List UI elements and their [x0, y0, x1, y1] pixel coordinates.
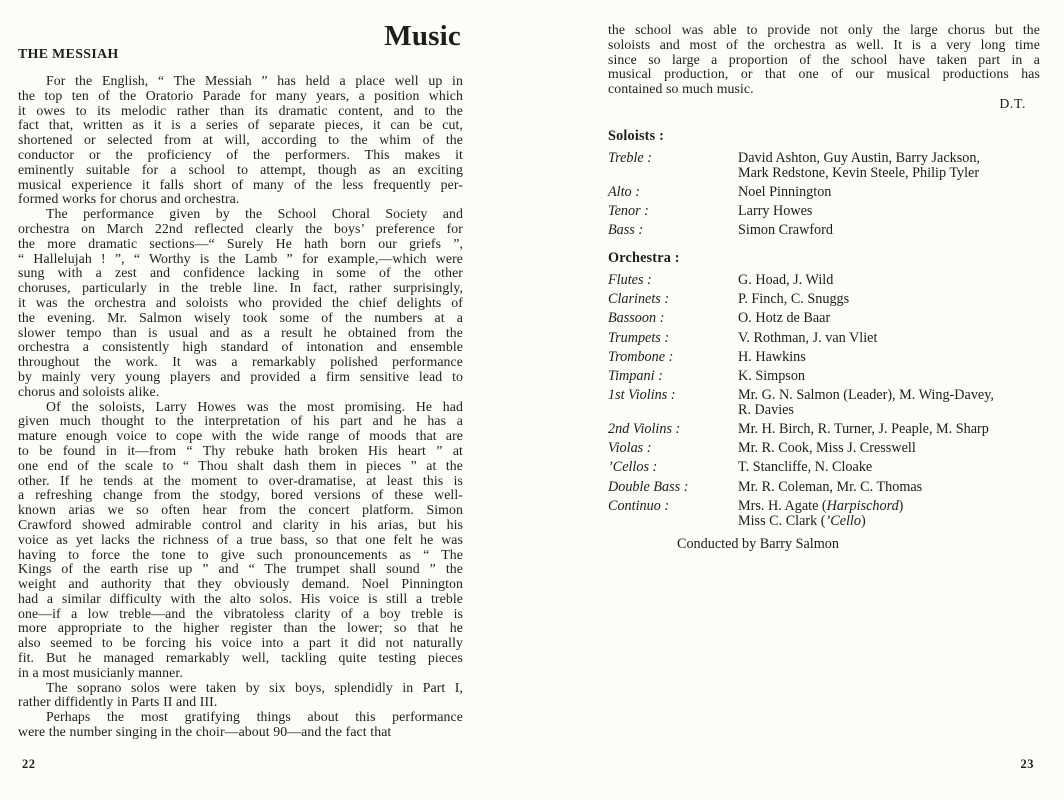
- soloists-list: [608, 151, 1040, 238]
- list-row-value: [738, 422, 1040, 437]
- text-line: the more dramatic sections—“ Surely He hath born our griefs ”,: [18, 235, 463, 251]
- list-row: [608, 185, 1040, 200]
- text-line: The soprano solos were taken by six boys, splendidly in Part I,: [46, 679, 463, 695]
- text-line: conductor or the proficiency of the performers. This makes it: [18, 146, 463, 162]
- list-row-value-line: P. Finch, C. Snuggs: [738, 291, 850, 308]
- list-row-value: [738, 204, 1040, 219]
- list-row-value: [738, 388, 1040, 418]
- text-line: shortened or selected from at will, according to the whim of the: [18, 132, 463, 148]
- list-row: [608, 350, 1040, 365]
- list-row-value-line: R. Davies: [738, 401, 794, 418]
- list-row-label: ’Cellos :: [608, 459, 658, 476]
- list-row-label: Bassoon :: [608, 310, 665, 327]
- text-line: one—if a low treble—and the vibratoless clarity of a boy treble is: [18, 605, 463, 621]
- list-row-label: Flutes :: [608, 271, 652, 288]
- text-line: choruses, particularly in the treble line. In fact, rather surprisingly,: [18, 280, 463, 296]
- list-row-label: Bass :: [608, 222, 644, 239]
- value-text: ): [860, 512, 866, 529]
- left-page-body: [18, 74, 463, 740]
- right-page: [608, 0, 1040, 800]
- list-row: [608, 204, 1040, 219]
- value-text: Miss C. Clark (: [738, 512, 826, 529]
- page-number-right: 23: [1020, 757, 1034, 771]
- list-row-value: [738, 223, 1040, 238]
- list-row-label: 2nd Violins :: [608, 421, 681, 438]
- text-line: having to force the tone to give such pronouncements as “ The: [18, 546, 463, 562]
- list-row: [608, 499, 1040, 529]
- list-row: [608, 292, 1040, 307]
- list-row: [608, 311, 1040, 326]
- list-row-label: Treble :: [608, 149, 653, 166]
- text-line: chorus and soloists alike.: [18, 383, 160, 399]
- list-row-value-line: G. Hoad, J. Wild: [738, 271, 834, 288]
- text-line: had a similar difficulty with the alto solos. His voice is still a treble: [18, 590, 463, 606]
- list-row-value-line: T. Stancliffe, N. Cloake: [738, 459, 873, 476]
- list-row: [608, 331, 1040, 346]
- list-row: [608, 388, 1040, 418]
- text-line: For the English, “ The Messiah ” has held a place well up in: [46, 73, 463, 88]
- list-row-value: [738, 441, 1040, 456]
- list-row-value: [738, 273, 1040, 288]
- list-row-value-line: David Ashton, Guy Austin, Barry Jackson,: [738, 149, 980, 166]
- list-row: [608, 151, 1040, 181]
- list-row: [608, 223, 1040, 238]
- list-row: [608, 460, 1040, 475]
- list-row-label: 1st Violins :: [608, 387, 676, 404]
- list-row-value: [738, 331, 1040, 346]
- section-heading-the-messiah: THE MESSIAH: [18, 46, 119, 61]
- text-line: one end of the scale to “ Thou shalt dash them in pieces ” at the: [18, 457, 463, 473]
- list-row-value-line: Mr. H. Birch, R. Turner, J. Peaple, M. Sharp: [738, 421, 989, 438]
- text-line: soloists and most of the orchestra as well. It is a very long time: [608, 36, 1040, 52]
- list-row-value: [738, 151, 1040, 181]
- text-line: throughout the work. It was a remarkably polished performance: [18, 354, 463, 370]
- list-row-label: Trombone :: [608, 348, 674, 365]
- list-row-value-line: [738, 514, 1040, 529]
- list-row-label: Alto :: [608, 183, 640, 200]
- instrument-italic-text: ’Cello: [825, 512, 861, 529]
- orchestra-heading: Orchestra :: [608, 249, 680, 266]
- list-row-value-line: K. Simpson: [738, 367, 806, 384]
- list-row-label: Continuo :: [608, 497, 670, 514]
- list-row-value: [738, 480, 1040, 495]
- text-line: to be found in it—from “ Thy rebuke hath broken His heart ” at: [18, 442, 463, 458]
- value-text: Mrs. H. Agate (: [738, 497, 827, 514]
- list-row-value: [738, 311, 1040, 326]
- list-row-value: [738, 369, 1040, 384]
- list-row: [608, 369, 1040, 384]
- text-line: more appropriate to the higher register than the lower; so that he: [18, 620, 463, 636]
- list-row: [608, 441, 1040, 456]
- text-line: since so large a proportion of the school have taken part in a: [608, 51, 1040, 67]
- list-row-value: [738, 292, 1040, 307]
- list-row-value: [738, 460, 1040, 475]
- text-line: given much thought to the interpretation of his part and he has a: [18, 413, 463, 429]
- soloists-heading: Soloists :: [608, 127, 664, 144]
- text-line: “ Hallelujah ! ”, “ Worthy is the Lamb ” for example,—which were: [18, 250, 463, 266]
- list-row-value: [738, 350, 1040, 365]
- list-row-value-line: Noel Pinnington: [738, 183, 832, 200]
- text-line: contained so much music.: [608, 81, 754, 97]
- list-row-value: [738, 185, 1040, 200]
- text-line: voice as yet lacks the richness of a true bass, so that one felt he was: [18, 531, 463, 547]
- list-row-value-line: Mr. G. N. Salmon (Leader), M. Wing-Davey,: [738, 387, 994, 404]
- text-line: The performance given by the School Choral Society and: [46, 206, 463, 222]
- list-row-value-line: Mr. R. Cook, Miss J. Cresswell: [738, 440, 916, 457]
- text-line: Perhaps the most gratifying things about this performance: [46, 709, 463, 725]
- text-line: sung with a zest and confidence lacking in some of the other: [18, 265, 463, 281]
- left-page: [18, 0, 463, 800]
- instrument-italic-text: Harpischord: [826, 497, 899, 514]
- list-row-value-line: Mark Redstone, Kevin Steele, Philip Tyler: [738, 164, 980, 181]
- page-title: Music: [384, 20, 461, 52]
- list-row-label: Clarinets :: [608, 291, 670, 308]
- text-line: Of the soloists, Larry Howes was the most promising. He had: [46, 398, 463, 414]
- text-line: Kings of the earth rise up ” and “ The trumpet shall sound ” the: [18, 561, 463, 577]
- text-line: weight and authority that they obviously demand. Noel Pinnington: [18, 576, 463, 592]
- text-line: by mainly very young players and provided a firm sensitive lead to: [18, 368, 463, 384]
- list-row-value-line: Mr. R. Coleman, Mr. C. Thomas: [738, 478, 923, 495]
- text-line: musical experience it falls short of many of the less frequently per-: [18, 176, 463, 192]
- text-line: fact that, written as it is a series of separate pieces, it can be cut,: [18, 117, 463, 133]
- text-line: mature enough voice to cope with the wide range of moods that are: [18, 428, 463, 444]
- list-row-label: Tenor :: [608, 202, 649, 219]
- text-line: Crawford showed admirable control and clarity in his arias, but his: [18, 516, 463, 532]
- text-line: the evening. Mr. Salmon wisely took some of the numbers at a: [18, 309, 463, 325]
- list-row-value-line: Simon Crawford: [738, 222, 833, 239]
- text-line: it owes to its melodic rather than its dramatic content, and to the: [18, 102, 463, 118]
- author-initials: D.T.: [999, 95, 1026, 111]
- text-line: also seemed to be forcing his voice into a part it did not naturally: [18, 635, 463, 651]
- text-line: known arias we so often hear from the concert platform. Simon: [18, 502, 463, 518]
- text-line: orchestra a consistently high standard of intonation and ensemble: [18, 339, 463, 355]
- list-row: [608, 422, 1040, 437]
- list-row-value-line: O. Hotz de Baar: [738, 310, 831, 327]
- right-page-body: [608, 0, 1040, 97]
- list-row-label: Trumpets :: [608, 329, 670, 346]
- list-row-label: Violas :: [608, 440, 652, 457]
- text-line: other. If he tends at the moment to over-dramatise, at least this is: [18, 472, 463, 488]
- text-line: rather diffidently in Parts II and III.: [18, 694, 218, 710]
- text-line: fit. But he managed remarkably well, tackling quite testing pieces: [18, 650, 463, 666]
- list-row-value-line: Larry Howes: [738, 202, 813, 219]
- text-line: the school was able to provide not only the large chorus but the: [608, 22, 1040, 37]
- conductor-credit: Conducted by Barry Salmon: [677, 536, 839, 553]
- list-row-value: [738, 499, 1040, 529]
- list-row-label: Double Bass :: [608, 478, 689, 495]
- list-row: [608, 273, 1040, 288]
- text-line: musical production, or that one of our musical productions has: [608, 66, 1040, 82]
- list-row-value-line: H. Hawkins: [738, 348, 806, 365]
- text-line: eminently suitable for a school to attempt, though as an exciting: [18, 161, 463, 177]
- text-line: in a most musicianly manner.: [18, 664, 183, 680]
- list-row-value-line: V. Rothman, J. van Vliet: [738, 329, 878, 346]
- list-row-label: Timpani :: [608, 367, 663, 384]
- text-line: orchestra on March 22nd reflected clearly the boys’ preference for: [18, 220, 463, 236]
- text-line: were the number singing in the choir—about 90—and the fact that: [18, 724, 392, 740]
- page-number-left: 22: [22, 757, 36, 771]
- list-row: [608, 480, 1040, 495]
- orchestra-list: [608, 273, 1040, 528]
- text-line: it was the orchestra and soloists who provided the chief delights of: [18, 294, 463, 310]
- text-line: a refreshing change from the stodgy, bored versions of these well-: [18, 487, 463, 503]
- value-text: ): [898, 497, 904, 514]
- text-line: slower tempo than is usual and as a result he obtained from the: [18, 324, 463, 340]
- text-line: the top ten of the Oratorio Parade for many years, a position which: [18, 87, 463, 103]
- list-row-value-line: [738, 499, 1040, 514]
- text-line: formed works for chorus and orchestra.: [18, 191, 240, 207]
